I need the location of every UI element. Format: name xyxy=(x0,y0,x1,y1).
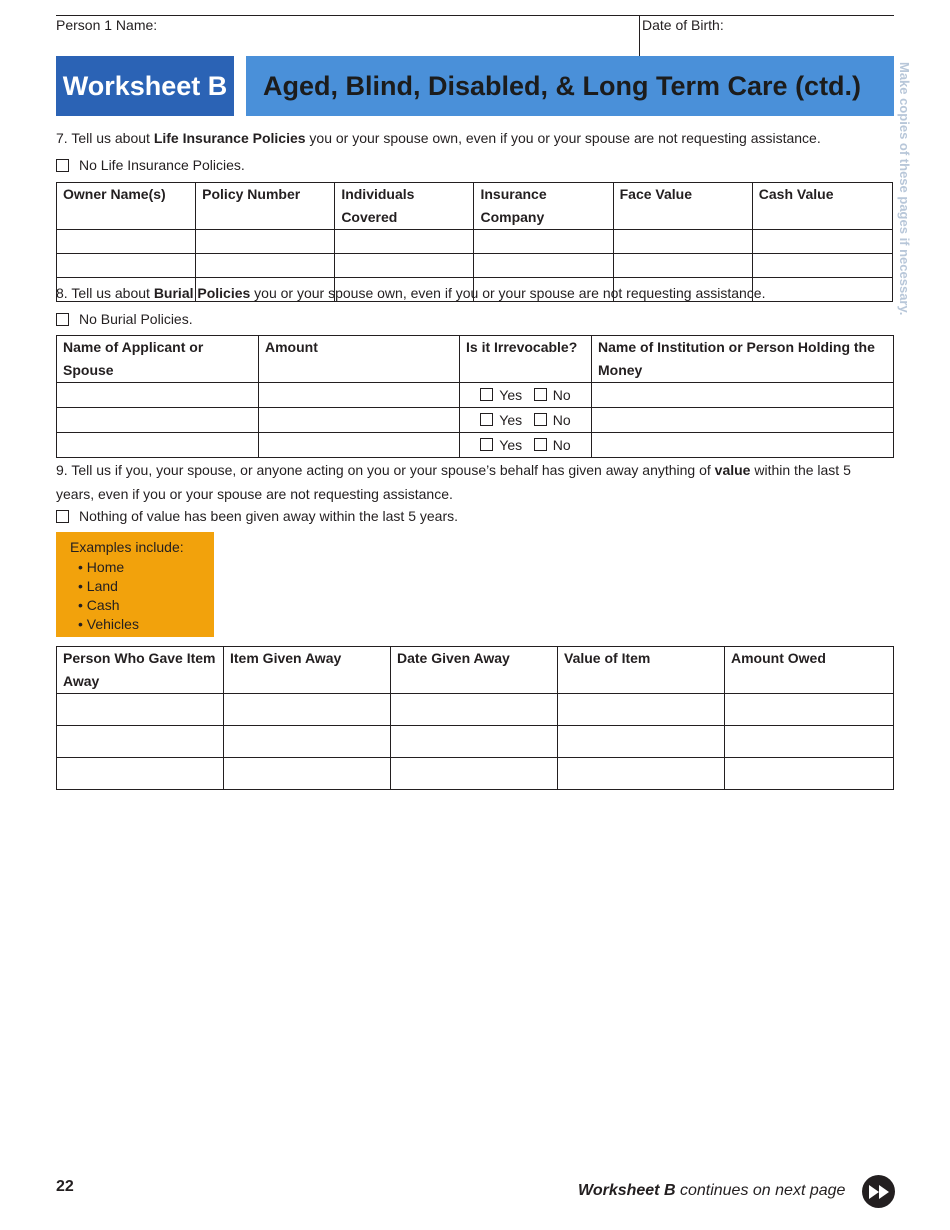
copies-side-note-text: Make copies of these pages if necessary. xyxy=(897,62,912,316)
table-cell[interactable] xyxy=(224,758,391,790)
continues-note-rest: continues on next page xyxy=(675,1182,846,1199)
table-cell[interactable] xyxy=(224,726,391,758)
table-row xyxy=(57,408,894,433)
column-header: Date Given Away xyxy=(391,647,558,694)
table-cell[interactable] xyxy=(613,230,752,254)
table-header-row xyxy=(57,336,894,383)
no-checkbox[interactable] xyxy=(534,388,547,401)
list-item: • Cash xyxy=(78,596,214,615)
table-cell[interactable] xyxy=(57,408,259,433)
table-cell[interactable] xyxy=(752,230,892,254)
yes-checkbox[interactable] xyxy=(480,438,493,451)
table-cell[interactable] xyxy=(259,383,460,408)
column-header: Amount xyxy=(259,336,460,383)
table-cell[interactable] xyxy=(558,758,725,790)
no-checkbox[interactable] xyxy=(534,438,547,451)
no-label: No xyxy=(552,437,571,453)
column-header: Person Who Gave Item Away xyxy=(57,647,224,694)
continues-note xyxy=(578,1182,845,1200)
no-label: No xyxy=(552,412,571,428)
yes-checkbox[interactable] xyxy=(480,413,493,426)
question-8-pre: 8. Tell us about xyxy=(56,285,154,301)
table-cell[interactable] xyxy=(558,694,725,726)
nothing-given-away-label: Nothing of value has been given away within the last 5 years. xyxy=(79,508,459,524)
question-7-post: you or your spouse own, even if you or your spouse are not requesting assistance. xyxy=(305,130,821,146)
continues-note-bold: Worksheet B xyxy=(578,1182,676,1199)
items-given-away-table xyxy=(56,646,894,790)
column-header: Amount Owed xyxy=(725,647,894,694)
copies-side-note xyxy=(897,62,937,322)
column-header: Policy Number xyxy=(196,183,335,230)
table-cell[interactable] xyxy=(391,726,558,758)
table-cell[interactable] xyxy=(259,433,460,458)
yes-label: Yes xyxy=(499,412,523,428)
table-row xyxy=(57,694,894,726)
table-cell[interactable] xyxy=(196,230,335,254)
column-header: Is it Irrevocable? xyxy=(460,336,592,383)
table-cell[interactable] xyxy=(57,758,224,790)
no-life-insurance-option[interactable] xyxy=(56,157,245,173)
irrevocable-cell xyxy=(460,383,592,408)
nothing-given-away-option[interactable] xyxy=(56,508,458,524)
yes-label: Yes xyxy=(499,387,523,403)
table-row xyxy=(57,758,894,790)
column-header: Individuals Covered xyxy=(335,183,474,230)
no-label: No xyxy=(552,387,571,403)
list-item: • Home xyxy=(78,558,214,577)
nothing-given-away-checkbox[interactable] xyxy=(56,510,69,523)
table-header-row xyxy=(57,647,894,694)
worksheet-badge: Worksheet B xyxy=(56,56,234,116)
table-header-row xyxy=(57,183,893,230)
table-cell[interactable] xyxy=(725,694,894,726)
fast-forward-glyph xyxy=(868,1184,890,1200)
column-header: Owner Name(s) xyxy=(57,183,196,230)
examples-title: Examples include: xyxy=(70,539,184,555)
table-row xyxy=(57,383,894,408)
list-item: • Land xyxy=(78,577,214,596)
examples-list xyxy=(70,558,214,634)
table-cell[interactable] xyxy=(474,230,613,254)
burial-policies-table xyxy=(56,335,894,458)
table-cell[interactable] xyxy=(57,230,196,254)
table-cell[interactable] xyxy=(224,694,391,726)
column-header: Item Given Away xyxy=(224,647,391,694)
column-header: Face Value xyxy=(613,183,752,230)
table-cell[interactable] xyxy=(725,758,894,790)
table-cell[interactable] xyxy=(558,726,725,758)
table-cell[interactable] xyxy=(474,254,613,278)
no-life-insurance-checkbox[interactable] xyxy=(56,159,69,172)
column-header: Insurance Company xyxy=(474,183,613,230)
column-header: Cash Value xyxy=(752,183,892,230)
table-row xyxy=(57,726,894,758)
table-cell[interactable] xyxy=(752,254,892,278)
table-cell[interactable] xyxy=(196,254,335,278)
examples-box xyxy=(56,532,214,637)
table-cell[interactable] xyxy=(391,758,558,790)
question-9 xyxy=(56,458,881,506)
question-8 xyxy=(56,281,894,305)
table-cell[interactable] xyxy=(592,433,894,458)
no-burial-policies-label: No Burial Policies. xyxy=(79,311,193,327)
table-cell[interactable] xyxy=(725,726,894,758)
person-info-divider xyxy=(639,16,640,56)
table-cell[interactable] xyxy=(57,433,259,458)
question-7-pre: 7. Tell us about xyxy=(56,130,154,146)
column-header: Name of Institution or Person Holding the Money xyxy=(592,336,894,383)
no-life-insurance-label: No Life Insurance Policies. xyxy=(79,157,245,173)
yes-label: Yes xyxy=(499,437,523,453)
page-number: 22 xyxy=(56,1178,74,1195)
table-cell[interactable] xyxy=(57,726,224,758)
table-cell[interactable] xyxy=(613,254,752,278)
person-name-label: Person 1 Name: xyxy=(56,17,158,33)
table-cell[interactable] xyxy=(259,408,460,433)
table-cell[interactable] xyxy=(335,254,474,278)
question-8-bold: Burial Policies xyxy=(153,285,251,301)
question-9-bold: value xyxy=(714,462,751,478)
question-7 xyxy=(56,126,894,150)
column-header: Value of Item xyxy=(558,647,725,694)
table-cell[interactable] xyxy=(391,694,558,726)
column-header: Name of Applicant or Spouse xyxy=(57,336,259,383)
table-cell[interactable] xyxy=(57,254,196,278)
no-checkbox[interactable] xyxy=(534,413,547,426)
no-burial-policies-option[interactable] xyxy=(56,311,193,327)
irrevocable-cell xyxy=(460,433,592,458)
table-cell[interactable] xyxy=(592,408,894,433)
question-8-post: you or your spouse own, even if you or your spouse are not requesting assistance. xyxy=(250,285,766,301)
fast-forward-icon[interactable] xyxy=(862,1175,895,1208)
table-cell[interactable] xyxy=(57,383,259,408)
yes-checkbox[interactable] xyxy=(480,388,493,401)
table-row xyxy=(57,254,893,278)
no-burial-policies-checkbox[interactable] xyxy=(56,313,69,326)
date-of-birth-label: Date of Birth: xyxy=(642,17,724,33)
irrevocable-cell xyxy=(460,408,592,433)
table-cell[interactable] xyxy=(335,230,474,254)
question-9-post: within the last 5 years, even if you or your spouse are not requesting assistance. xyxy=(56,462,851,502)
table-cell[interactable] xyxy=(592,383,894,408)
question-9-pre: 9. Tell us if you, your spouse, or anyone acting on you or your spouse’s behalf has given away anything of xyxy=(56,462,715,478)
question-7-bold: Life Insurance Policies xyxy=(153,130,306,146)
list-item: • Vehicles xyxy=(78,615,214,634)
table-cell[interactable] xyxy=(57,694,224,726)
page-title: Aged, Blind, Disabled, & Long Term Care (ctd.) xyxy=(246,56,894,116)
table-row xyxy=(57,230,893,254)
table-row xyxy=(57,433,894,458)
person-info-bar xyxy=(56,15,894,56)
